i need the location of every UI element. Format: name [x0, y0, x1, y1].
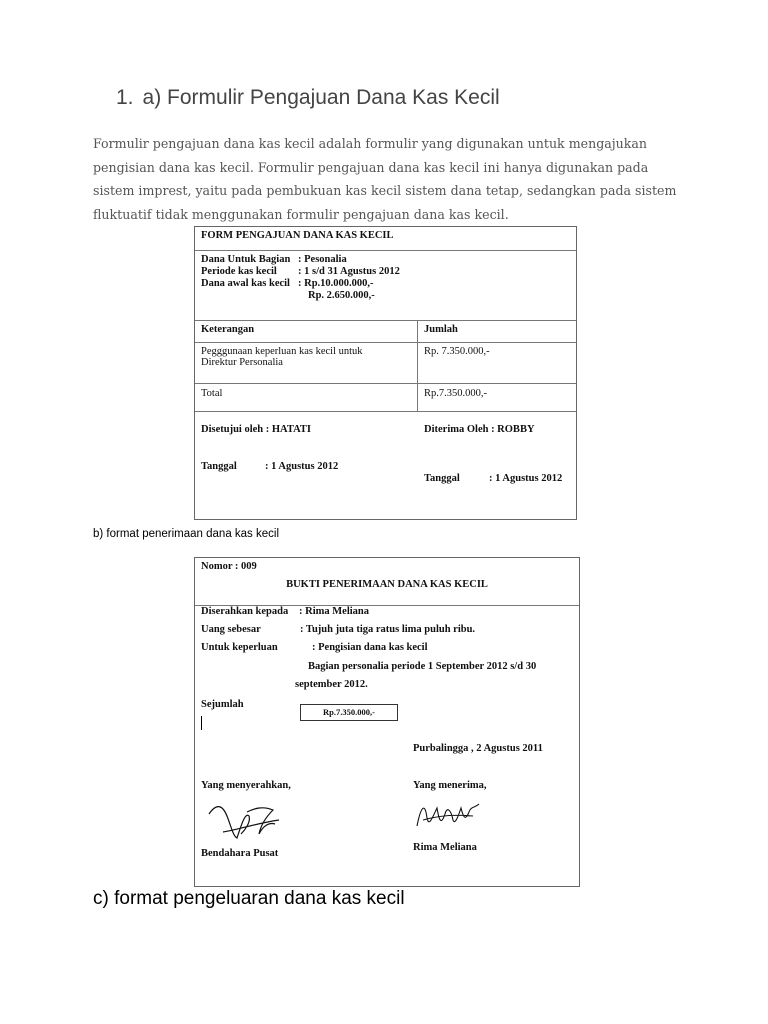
diserahkan-value: : Rima Meliana [299, 606, 369, 617]
tanggal-right-label: Tanggal [424, 473, 460, 484]
divider [195, 320, 576, 321]
paragraph-line: pengisian dana kas kecil. Formulir pengajuan dana kas kecil ini hanya digunakan pada [93, 159, 649, 175]
place-date: Purbalingga , 2 Agustus 2011 [413, 743, 543, 754]
untuk-label: Untuk keperluan [201, 642, 278, 653]
untuk-line-3: september 2012. [295, 679, 368, 690]
divider [195, 383, 576, 384]
yang-menerima: Yang menerima, [413, 780, 487, 791]
uang-label: Uang sebesar [201, 624, 261, 635]
heading-number: 1. [116, 86, 134, 109]
signer-left: Bendahara Pusat [201, 848, 279, 859]
total-label: Total [201, 388, 223, 399]
tanggal-left-label: Tanggal [201, 461, 237, 472]
awal-label: Dana awal kas kecil [201, 278, 290, 289]
untuk-value: : Pengisian dana kas kecil [312, 642, 428, 653]
sejumlah-label: Sejumlah [201, 699, 244, 710]
paragraph-line: Formulir pengajuan dana kas kecil adalah formulir yang digunakan untuk mengajukan [93, 136, 648, 151]
uang-value: : Tujuh juta tiga ratus lima puluh ribu. [300, 624, 476, 635]
paragraph-line: fluktuatif tidak menggunakan formulir pengajuan dana kas kecil. [93, 206, 509, 222]
nomor: Nomor : 009 [201, 561, 257, 572]
form-b-title: BUKTI PENERIMAAN DANA KAS KECIL [286, 579, 488, 590]
text-cursor [201, 716, 202, 730]
form-a-title: FORM PENGAJUAN DANA KAS KECIL [201, 230, 394, 241]
row1-desc-2: Direktur Personalia [201, 357, 283, 368]
row1-amount: Rp. 7.350.000,- [424, 346, 490, 357]
sejumlah-amount: Rp.7.350.000,- [300, 704, 398, 721]
column-divider [417, 320, 418, 411]
row1-desc: Pegggunaan keperluan kas kecil untuk [201, 346, 363, 357]
section-heading [116, 86, 500, 110]
signature-left-icon [203, 796, 285, 844]
subheading-b: b) format penerimaan dana kas kecil [93, 528, 280, 540]
divider [195, 250, 576, 251]
signer-right: Rima Meliana [413, 842, 477, 853]
intro-paragraph [93, 132, 693, 226]
heading-text: a) Formulir Pengajuan Dana Kas Kecil [142, 86, 500, 109]
dana-value: : Pesonalia [298, 254, 347, 265]
tanggal-left-value: : 1 Agustus 2012 [265, 461, 339, 472]
awal-value-2: Rp. 2.650.000,- [308, 290, 375, 301]
signature-right-icon [413, 796, 483, 834]
bukti-penerimaan [194, 557, 580, 887]
awal-value-1: : Rp.10.000.000,- [298, 278, 374, 289]
dana-label: Dana Untuk Bagian [201, 254, 291, 265]
col-keterangan: Keterangan [201, 324, 255, 335]
form-pengajuan [194, 226, 577, 520]
diterima: Diterima Oleh : ROBBY [424, 424, 535, 435]
periode-label: Periode kas kecil [201, 266, 277, 277]
yang-menyerahkan: Yang menyerahkan, [201, 780, 291, 791]
tanggal-right-value: : 1 Agustus 2012 [489, 473, 563, 484]
divider [195, 342, 576, 343]
subheading-c: c) format pengeluaran dana kas kecil [93, 888, 405, 909]
total-amount: Rp.7.350.000,- [424, 388, 487, 399]
divider [195, 411, 576, 412]
periode-value: : 1 s/d 31 Agustus 2012 [298, 266, 400, 277]
col-jumlah: Jumlah [424, 324, 458, 335]
disetujui: Disetujui oleh : HATATI [201, 424, 311, 435]
paragraph-line: sistem imprest, yaitu pada pembukuan kas kecil sistem dana tetap, sedangkan pada sistem [93, 183, 677, 198]
untuk-line-2: Bagian personalia periode 1 September 2012 s/d 30 [308, 661, 537, 672]
diserahkan-label: Diserahkan kepada [201, 606, 289, 617]
